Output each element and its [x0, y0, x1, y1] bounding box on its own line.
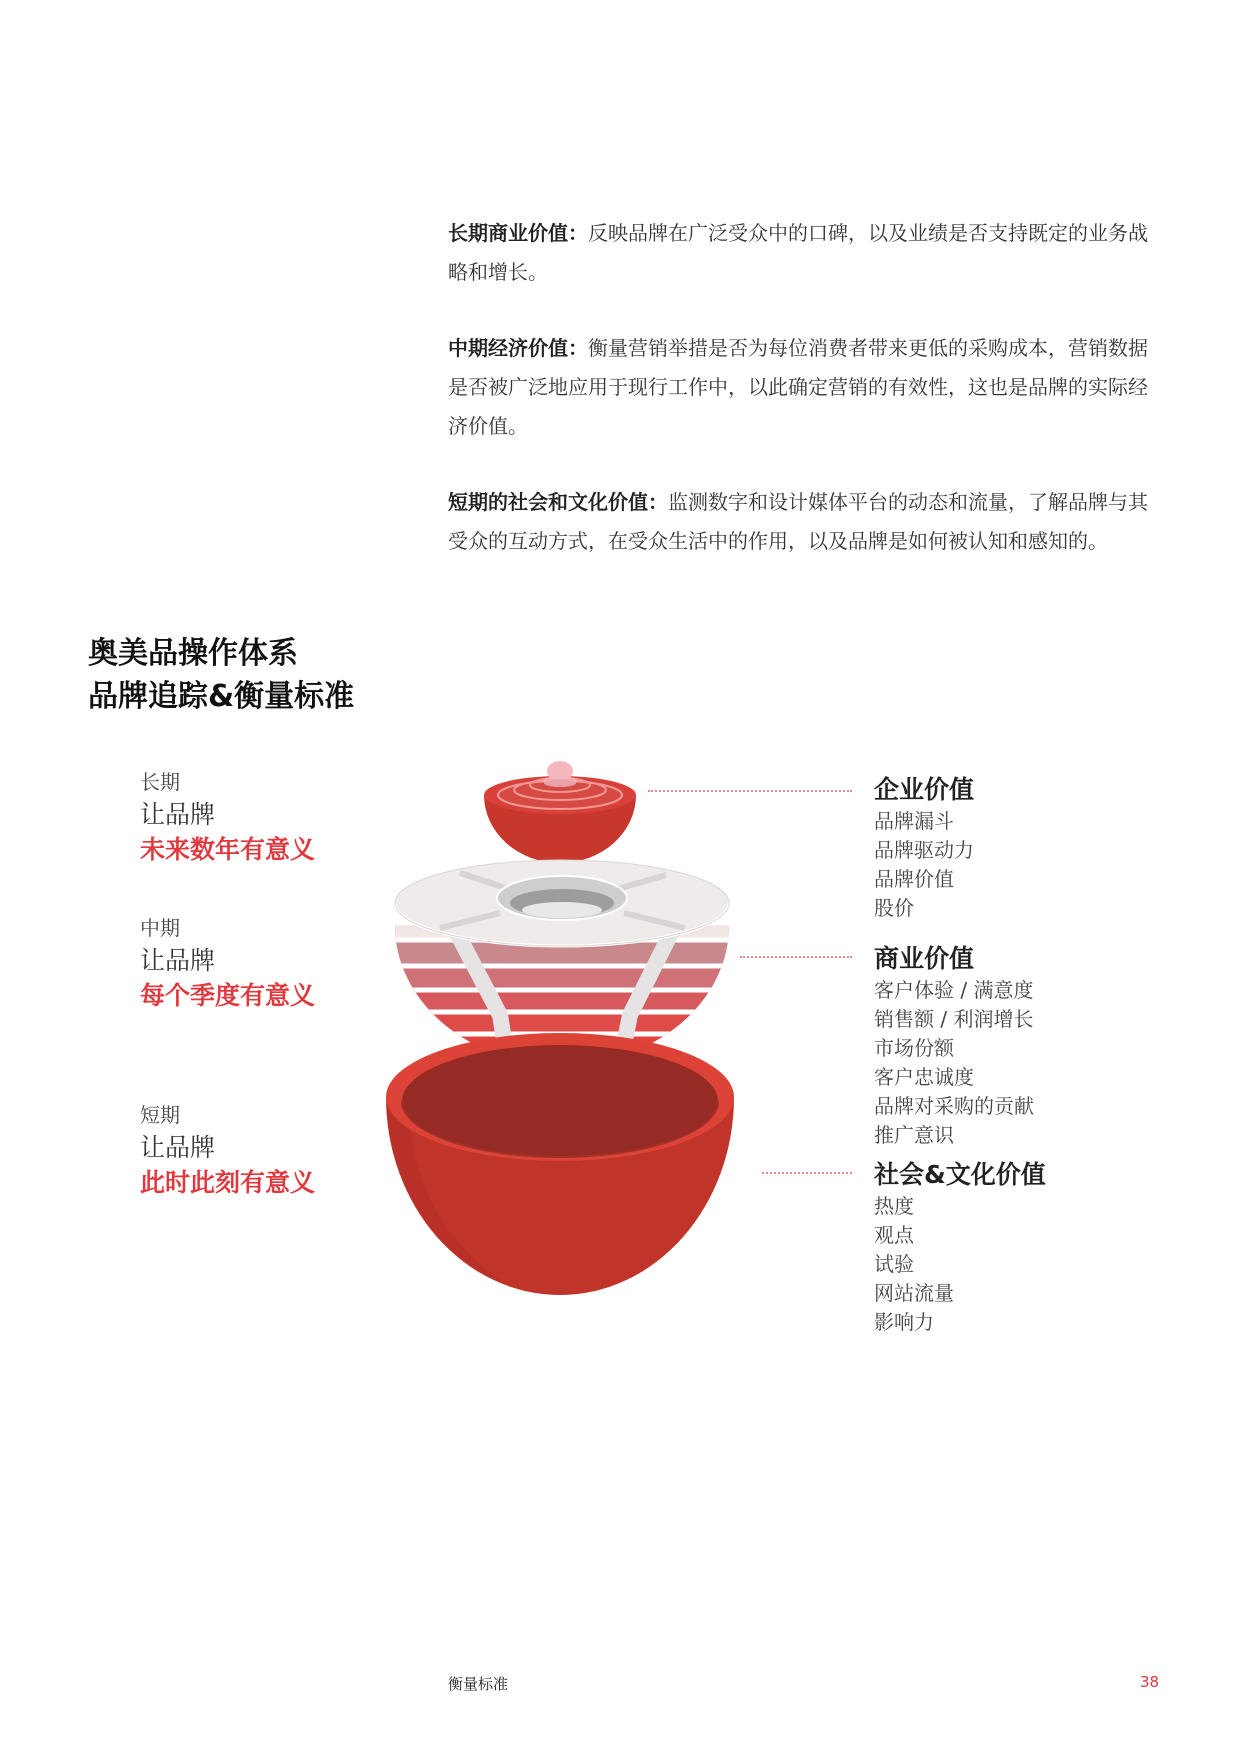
section-title-line2: 品牌追踪&衡量标准	[88, 679, 355, 714]
term-label: 中期	[140, 916, 180, 940]
leader-line-corporate	[648, 790, 852, 792]
right-group-social	[874, 1158, 1046, 1337]
paragraph-text: 衡量营销举措是否为每位消费者带来更低的采购成本，营销数据是否被广泛地应用于现行工作中，以此确定营销的有效性，这也是品牌的实际经济价值。	[448, 336, 1148, 438]
left-label-mid	[140, 913, 315, 1013]
paragraph-lead: 短期的社会和文化价值：	[448, 490, 668, 514]
meaning-label: 此时此刻有意义	[140, 1168, 316, 1197]
group-item: 客户忠诚度	[874, 1065, 974, 1089]
left-label-long	[140, 767, 315, 867]
term-label: 长期	[140, 770, 180, 794]
group-item: 股价	[874, 896, 914, 920]
paragraph-text: 监测数字和设计媒体平台的动态和流量，了解品牌与其受众的互动方式，在受众生活中的作用，以及品牌是如何被认知和感知的。	[448, 490, 1148, 553]
group-item: 市场份额	[874, 1036, 954, 1060]
group-item: 品牌漏斗	[874, 809, 954, 833]
group-item: 网站流量	[874, 1281, 954, 1305]
leader-line-social	[762, 1172, 852, 1174]
group-heading: 企业价值	[874, 775, 975, 804]
group-item: 品牌对采购的贡献	[874, 1094, 1034, 1118]
leader-line-commercial	[740, 956, 852, 958]
section-title-line1: 奥美品操作体系	[88, 636, 298, 671]
group-item: 销售额 / 利润增长	[874, 1007, 1034, 1031]
group-heading: 商业价值	[874, 944, 975, 973]
group-item: 影响力	[874, 1310, 934, 1334]
top-bowl	[484, 761, 636, 863]
paragraph-lead: 中期经济价值：	[448, 336, 588, 360]
group-heading: 社会&文化价值	[874, 1160, 1046, 1189]
paragraph-text: 反映品牌在广泛受众中的口碑，以及业绩是否支持既定的业务战略和增长。	[448, 221, 1148, 284]
bottom-bowl	[386, 1033, 734, 1295]
long-term-paragraph	[448, 214, 1158, 292]
sphere-layers-illustration	[380, 745, 760, 1300]
meaning-label: 未来数年有意义	[140, 835, 316, 864]
section-title	[88, 632, 354, 718]
term-label: 短期	[140, 1103, 180, 1127]
paragraph-lead: 长期商业价值：	[448, 221, 588, 245]
right-group-commercial	[874, 942, 1034, 1150]
group-item: 品牌价值	[874, 867, 954, 891]
action-label: 让品牌	[140, 1133, 216, 1162]
mid-term-paragraph	[448, 329, 1158, 446]
footer-section-title: 衡量标准	[448, 1675, 509, 1693]
action-label: 让品牌	[140, 946, 216, 975]
action-label: 让品牌	[140, 800, 216, 829]
meaning-label: 每个季度有意义	[140, 981, 316, 1010]
group-item: 客户体验 / 满意度	[874, 978, 1034, 1002]
short-term-paragraph	[448, 483, 1158, 561]
left-label-short	[140, 1100, 315, 1200]
page-number: 38	[1140, 1673, 1160, 1691]
group-item: 观点	[874, 1223, 914, 1247]
right-group-corporate	[874, 773, 974, 923]
group-item: 热度	[874, 1194, 914, 1218]
group-item: 试验	[874, 1252, 914, 1276]
group-item: 推广意识	[874, 1123, 954, 1147]
group-item: 品牌驱动力	[874, 838, 974, 862]
